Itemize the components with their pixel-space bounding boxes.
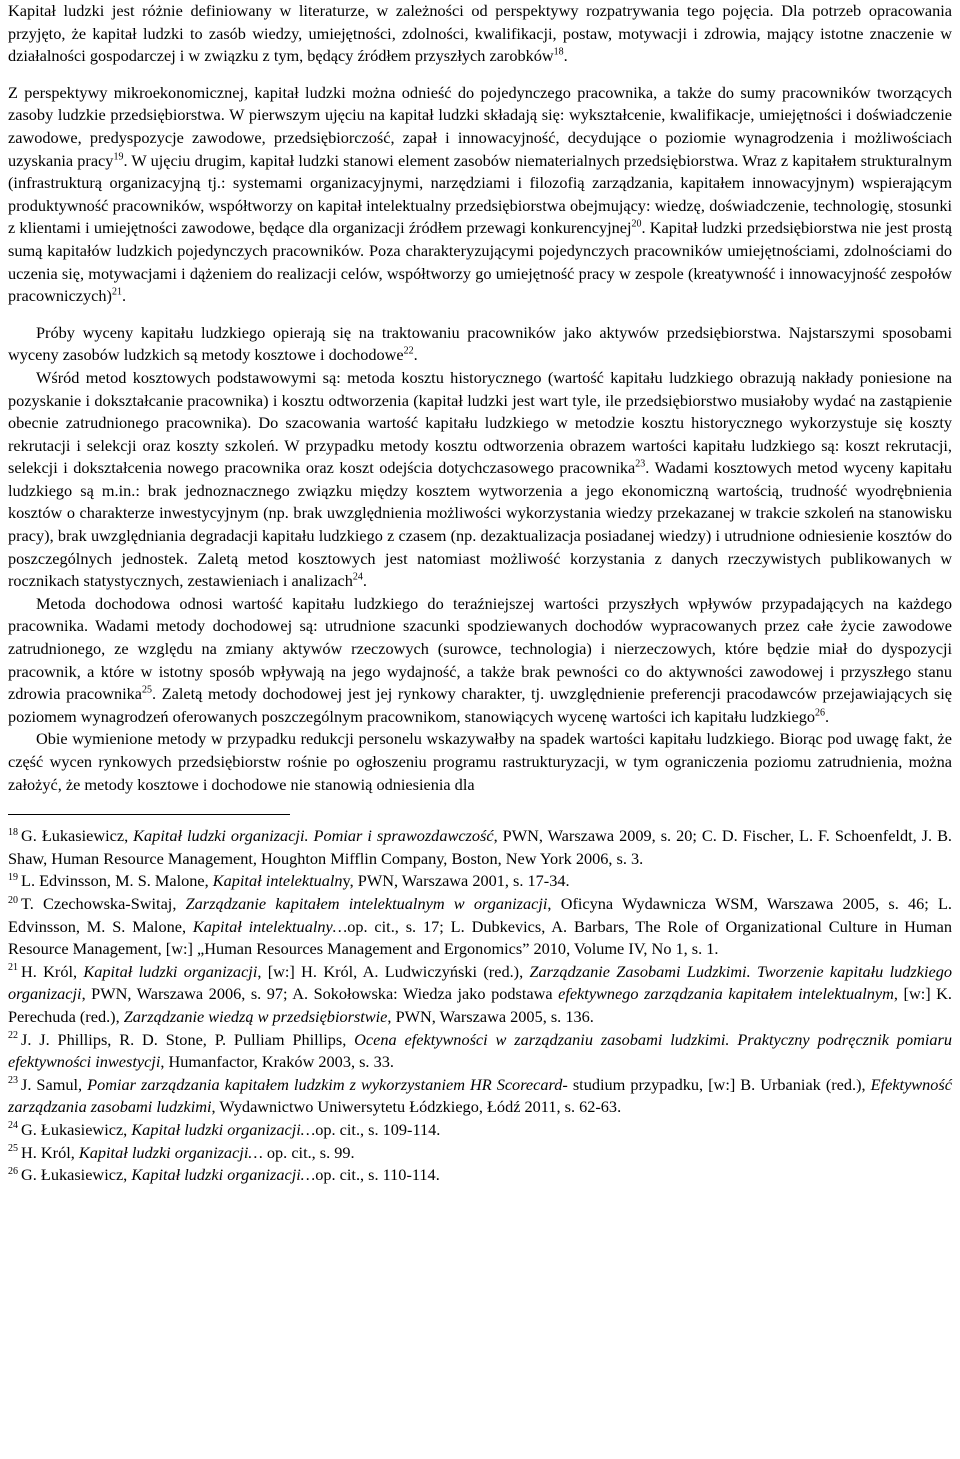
footnote-text: Kapitał ludzki organizacji… xyxy=(131,1165,316,1185)
footnote-text: , [w:] K. Perechuda (red.), xyxy=(8,984,953,1026)
footnote-text: Pomiar zarządzania kapitałem ludzkim z wykorzystaniem HR Scorecard- xyxy=(87,1074,568,1094)
footnote-text: Kapitał ludzki organizacji… xyxy=(131,1119,316,1139)
footnote-text: H. Król, xyxy=(21,1142,79,1162)
footnote-text: Zarządzanie kapitałem intelektualnym w organizacji xyxy=(185,893,548,913)
footnote-text: L. Edvinsson, M. S. Malone, xyxy=(21,871,213,891)
footnote-22 xyxy=(8,1029,952,1074)
footnote-text: , Wydawnictwo Uniwersytetu Łódzkiego, Łódź 2011, s. 62-63. xyxy=(211,1097,622,1117)
footnote-26 xyxy=(8,1164,952,1187)
footnote-ref-18[interactable]: 18 xyxy=(553,46,564,58)
footnote-text: G. Łukasiewicz, xyxy=(21,1119,132,1139)
footnote-number: 25 xyxy=(8,1143,18,1155)
paragraph-3: Próby wyceny kapitału ludzkiego opierają się na traktowaniu pracowników jako aktywów przedsiębiorstwa. Najstarszymi sposobami wyceny zasobów ludzkich są metody kosztowe i dochodowe$^{22}$. xyxy=(8,322,952,365)
footnote-text: Kapitał ludzki organizacji… xyxy=(78,1142,263,1162)
footnote-text: op. cit., s. 17; L. Dubkevics, A. Barbars, The Role of Organizational Culture in Human Resource Management, [w:] „Human Resources Management and Ergonomics” 2010, Volume IV, No 1, s. 1. xyxy=(8,916,952,959)
footnote-20 xyxy=(8,893,952,961)
footnote-text: Ocena efektywności w zarządzaniu zasobami ludzkimi. Praktyczny podręcznik pomiaru efektywności inwestycji xyxy=(8,1029,952,1072)
footnote-number: 20 xyxy=(8,894,18,906)
footnote-text: Efektywność zarządzania zasobami ludzkimi xyxy=(8,1074,952,1117)
footnote-text: H. Król, xyxy=(21,961,84,981)
footnote-number: 18 xyxy=(8,826,18,838)
footnote-text: G. Łukasiewicz, xyxy=(21,826,134,846)
footnote-19 xyxy=(8,870,952,893)
footnote-separator xyxy=(8,814,290,815)
footnote-ref-21[interactable]: 21 xyxy=(111,286,122,298)
footnote-ref-20[interactable]: 20 xyxy=(631,218,642,230)
footnote-number: 24 xyxy=(8,1120,18,1132)
footnote-ref-26[interactable]: 26 xyxy=(815,707,826,719)
footnote-text: Kapitał intelektualny… xyxy=(192,916,348,936)
footnote-text: , [w:] H. Król, A. Ludwiczyński (red.), xyxy=(257,961,530,981)
footnote-ref-22[interactable]: 22 xyxy=(403,345,414,357)
footnote-ref-24[interactable]: 24 xyxy=(352,571,363,583)
footnote-text: Kapitał ludzki organizacji. Pomiar i sprawozdawczość xyxy=(133,826,494,846)
footnote-text: J. Samul, xyxy=(21,1074,88,1094)
footnote-number: 19 xyxy=(8,871,18,883)
footnote-number: 22 xyxy=(8,1030,18,1042)
footnote-text: op. cit., s. 110-114. xyxy=(315,1165,440,1185)
footnote-text: y, PWN, Warszawa 2001, s. 17-34. xyxy=(342,871,570,891)
footnote-text: , PWN, Warszawa 2006, s. 97; A. Sokołowska: Wiedza jako podstawa xyxy=(81,984,559,1004)
paragraph-2: Z perspektywy mikroekonomicznej, kapitał ludzki można odnieść do pojedynczego pracownika, a także do sumy pracowników tworzących zasoby ludzkie przedsiębiorstwa. W pierwszym ujęciu na kapitał ludzki składają się: wykształcenie, kwalifikacje, umiejętności i doświadczenie zawodowe, predyspozycje zawodowe, przedsiębiorczość, zapał i innowacyjność, decydujące o poziomie wynagrodzenia i możliwościach uzyskania pracy$^{19}$. W ujęciu drugim, kapitał ludzki stanowi element zasobów niematerialnych przedsiębiorstwa. Wraz z kapitałem strukturalnym (infrastrukturą organizacyjną tj.: systemami organizacyjnymi, narzędziami i filozofią zarządzania, kapitałem innowacyjnym) wspierającym produktywność pracowników, współtworzy on kapitał intelektualny przedsiębiorstwa obejmujący: wiedzę, doświadczenie, technologię, stosunki z klientami i umiejętności zawodowe, będące dla organizacji źródłem przewagi konkurencyjnej$^{20}$. Kapitał ludzki przedsiębiorstwa nie jest prostą sumą kapitałów ludzkich pojedynczych pracowników. Poza charakteryzującymi pojedynczych pracowników umiejętnościami, zdolnościami do uczenia się, motywacjami i dążeniem do realizacji celów, współtworzy go umiejętność pracy w zespole (kreatywność i innowacyjność zespołów pracowniczych)$^{21}$. xyxy=(8,82,953,306)
footnote-text: , PWN, Warszawa 2009, s. 20; C. D. Fischer, L. F. Schoenfeldt, J. B. Shaw, Human Resource Management, Houghton Mifflin Company, Boston, New York 2006, s. 3. xyxy=(8,826,952,868)
footnote-text: J. J. Phillips, R. D. Stone, P. Pulliam Phillips, xyxy=(21,1029,355,1049)
footnote-text: Zarządzanie Zasobami Ludzkimi. Tworzenie kapitału ludzkiego organizacji xyxy=(8,961,952,1004)
footnote-text: Kapitał ludzki organizacji xyxy=(83,961,258,981)
body-text xyxy=(8,0,952,796)
footnote-number: 26 xyxy=(8,1165,18,1177)
paragraph-6: Obie wymienione metody w przypadku redukcji personelu wskazywałby na spadek wartości kapitału ludzkiego. Biorąc pod uwagę fakt, że część wycen rynkowych przedsiębiorstw rośnie po ogłoszeniu programu rastrukturyzacji, w tym ograniczenia poziomu zatrudnienia, można założyć, że metody kosztowe i dochodowe nie stanowią odniesienia dla xyxy=(8,729,952,794)
footnote-24 xyxy=(8,1119,952,1142)
footnote-23 xyxy=(8,1074,952,1119)
footnote-text: Zarządzanie wiedzą w przedsiębiorstwie xyxy=(123,1006,388,1026)
footnote-text: studium przypadku, [w:] B. Urbaniak (red.), xyxy=(567,1074,871,1094)
footnote-text: op. cit., s. 99. xyxy=(262,1142,355,1162)
footnote-number: 23 xyxy=(8,1075,18,1087)
footnotes xyxy=(8,825,952,1187)
footnote-text: , Oficyna Wydawnicza WSM, Warszawa 2005, s. 46; L. Edvinsson, M. S. Malone, xyxy=(8,893,952,936)
footnote-text: , Humanfactor, Kraków 2003, s. 33. xyxy=(160,1052,394,1072)
footnote-text: G. Łukasiewicz, xyxy=(21,1165,132,1185)
footnote-text: op. cit., s. 109-114. xyxy=(315,1119,441,1139)
footnote-text: efektywnego zarządzania kapitałem intelektualnym xyxy=(558,984,894,1004)
footnote-18 xyxy=(8,825,952,870)
footnote-ref-19[interactable]: 19 xyxy=(113,151,124,163)
footnote-ref-25[interactable]: 25 xyxy=(142,684,153,696)
paragraph-1: Kapitał ludzki jest różnie definiowany w literaturze, w zależności od perspektywy rozpatrywania tego pojęcia. Dla potrzeb opracowania przyjęto, że kapitał ludzki to zasób wiedzy, umiejętności, zdolności, kwalifikacji, postaw, motywacji i zdrowia, mający istotne znaczenie w działalności gospodarczej i w związku z tym, będący źródłem przyszłych zarobków$^{18}$. xyxy=(8,1,952,66)
footnote-text: , PWN, Warszawa 2005, s. 136. xyxy=(387,1006,594,1026)
footnote-text: Kapitał intelektualn xyxy=(212,871,343,891)
paragraph-5: Metoda dochodowa odnosi wartość kapitału ludzkiego do teraźniejszej wartości przyszłych wpływów przypadających na każdego pracownika. Wadami metody dochodowej są: utrudnione szacunki spodziewanych dochodów wypracowanych przez całe życie zawodowe zatrudnionego, ze względu na zmiany aktywów rzeczowych (surowce, technologia) i nierzeczowych, które będzie miał do dyspozycji pracownik, a które w istotny sposób wpływają na jego wydajność, a także brak pewności co do aktywności zawodowej i przyszłego stanu zdrowia pracownika$^{25}$. Zaletą metody dochodowej jest jej rynkowy charakter, tj. uwzględnienie preferencji pracodawców przejawiających się poziomem wynagrodzeń oferowanych poszczególnym pracownikom, stanowiących wycenę wartości ich kapitału ludzkiego$^{26}$. xyxy=(8,593,953,726)
footnote-text: T. Czechowska-Switaj, xyxy=(21,893,186,913)
footnote-25 xyxy=(8,1142,952,1165)
footnote-ref-23[interactable]: 23 xyxy=(635,458,646,470)
footnote-21 xyxy=(8,961,952,1029)
footnote-number: 21 xyxy=(8,962,18,974)
paragraph-4: Wśród metod kosztowych podstawowymi są: metoda kosztu historycznego (wartość kapitału ludzkiego obrazują nakłady poniesione na pozyskanie i dokształcanie pracownika) i kosztu odtworzenia (kapitał ludzki jest wart tyle, ile przedsiębiorstwo musiałoby wydać na zastąpienie obecnie zatrudnionego pracownika). Do szacowania wartość kapitału ludzkiego w metodzie kosztu historycznego wykorzystuje się koszty rekrutacji i selekcji oraz koszty szkoleń. W przypadku metody kosztu odtworzenia obrazem wartości kapitału ludzkiego są: koszt rekrutacji, selekcji i dokształcenia nowego pracownika oraz koszt odejścia dotychczasowego pracownika$^{23}$. Wadami kosztowych metod wyceny kapitału ludzkiego są m.in.: brak jednoznacznego związku między kosztem wytworzenia a jego ekonomiczną wartością, trudność wyodrębnienia kosztów o charakterze inwestycyjnym (np. brak uwzględnienia możliwości wykorzystania wiedzy przekazanej w trakcie szkoleń na stanowisku pracy), brak uwzględniania degradacji kapitału ludzkiego z czasem (np. dezaktualizacja posiadanej wiedzy) i utrudnione odniesienie kosztów do poszczególnych jednostek. Zaletą metod kosztowych jest natomiast możliwość korzystania z danych rzeczywistych publikowanych w rocznikach statystycznych, zestawieniach i analizach$^{24}$. xyxy=(8,367,952,591)
